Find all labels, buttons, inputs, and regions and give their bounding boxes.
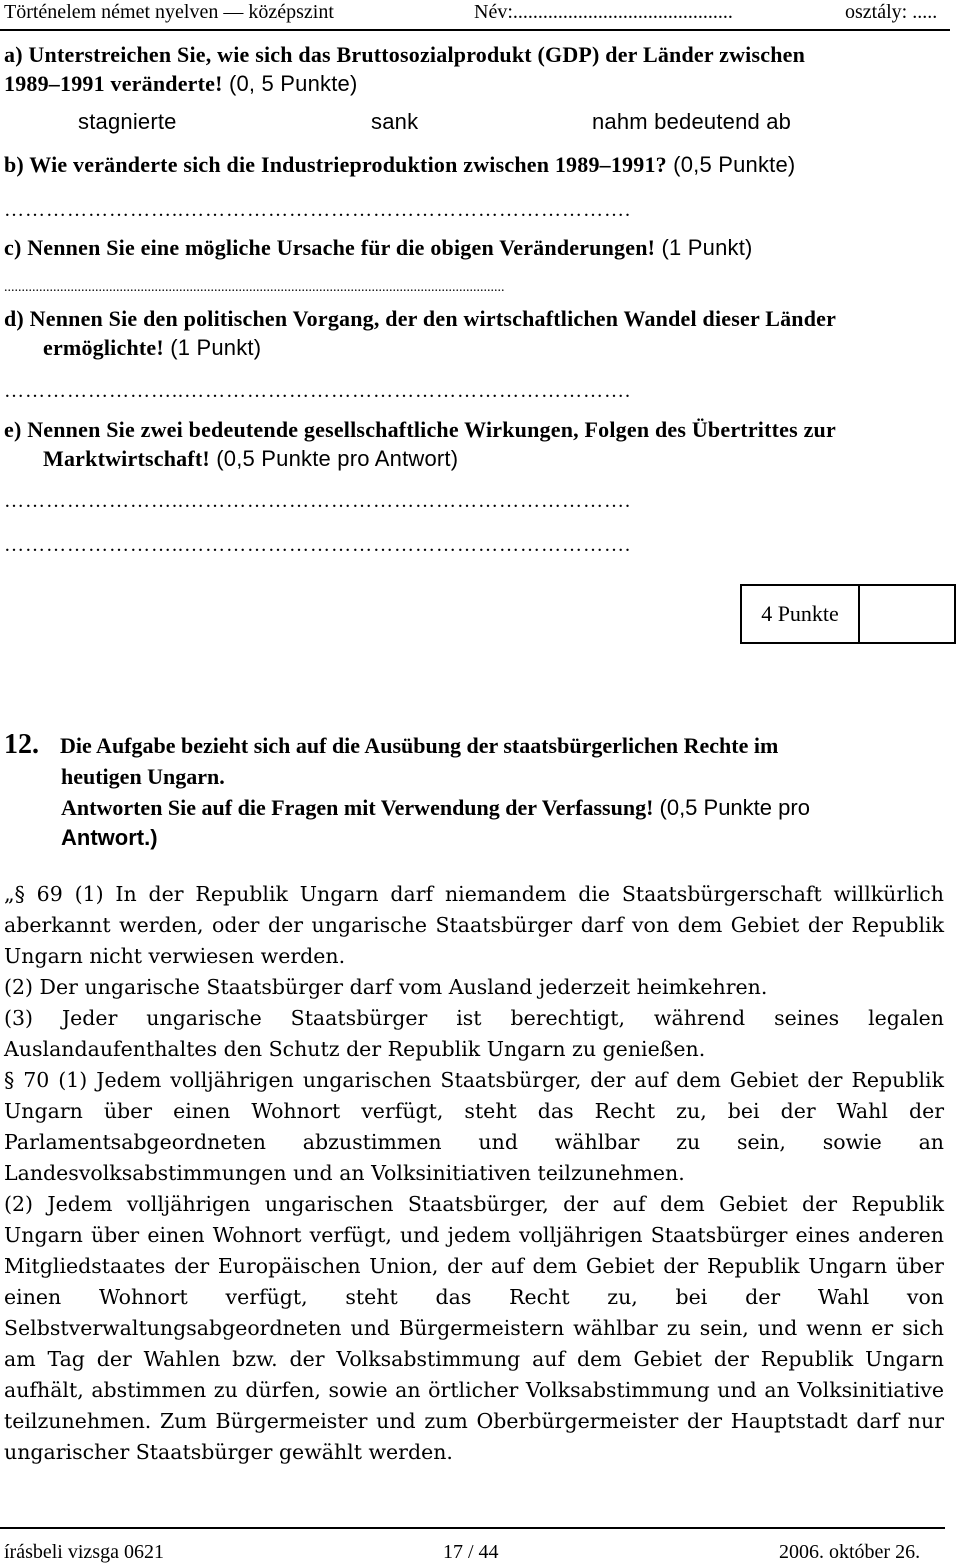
header-name-field[interactable]: Név:............................................ [474, 1, 733, 23]
answer-line-c[interactable]: ............................................................................................................................................... [4, 280, 505, 295]
task-12-line2: heutigen Ungarn. [61, 764, 225, 789]
option-sank[interactable]: sank [371, 109, 419, 134]
header-divider [0, 29, 950, 31]
footer-exam-code: írásbeli vizsga 0621 [4, 1541, 164, 1563]
question-a-points: (0, 5 Punkte) [222, 71, 358, 96]
question-d-line2 [43, 333, 261, 362]
task-12-instruction: Antworten Sie auf die Fragen mit Verwendung der Verfassung! [61, 795, 654, 820]
score-label: 4 Punkte [742, 586, 860, 642]
paragraph-70-2: (2) Jedem volljährigen ungarischen Staatsbürger, der auf dem Gebiet der Republik Ungarn über einen Wohnort verfügt, und jedem volljährigen Staatsbürger eines anderen Mitgliedstaates der Europäischen Union, der auf dem Gebiet der Republik Ungarn über einen Wohnort verfügt, steht das Recht zu, bei der Wahl von Selbstverwaltungsabgeordneten und Bürgermeistern wählbar zu sein, und wenn er sich am Tag der Wahlen bzw. der Volksabstimmung auf dem Gebiet der Republik Ungarn aufhält, abstimmen zu dürfen, sowie an örtlicher Volksabstimmung und an Volksinitiative teilzunehmen. Zum Bürgermeister und zum Oberbürgermeister der Hauptstadt darf nur ungarischer Staatsbürger gewählt werden. [4, 1192, 944, 1464]
question-a-text: a) Unterstreichen Sie, wie sich das Bruttosozialprodukt (GDP) der Länder zwischen [4, 42, 806, 67]
question-d-text2: ermöglichte! [43, 335, 164, 360]
question-c-text: c) Nennen Sie eine mögliche Ursache für die obigen Veränderungen! [4, 235, 656, 260]
question-b-points: (0,5 Punkte) [666, 152, 796, 177]
question-e-line2 [43, 444, 458, 473]
answer-line-e1[interactable]: ……………………..………………………………………………………. [4, 490, 631, 512]
footer-date: 2006. október 26. [779, 1541, 921, 1563]
task-12-points: (0,5 Punkte pro [653, 795, 810, 820]
question-b-text: b) Wie veränderte sich die Industrieproduktion zwischen 1989–1991? [4, 152, 667, 177]
question-a [4, 40, 805, 69]
score-box [740, 584, 956, 644]
paragraph-69-2: (2) Der ungarische Staatsbürger darf vom Ausland jederzeit heimkehren. [4, 975, 768, 999]
footer-divider [0, 1527, 945, 1529]
question-c [4, 233, 753, 262]
option-nahm-bedeutend-ab[interactable]: nahm bedeutend ab [592, 109, 792, 134]
question-d-text: d) Nennen Sie den politischen Vorgang, der den wirtschaftlichen Wandel dieser Länder [4, 306, 837, 331]
task-12-number: 12. [4, 729, 39, 760]
answer-line-b[interactable]: ……………………..………………………………………………………. [4, 199, 631, 221]
header-subject: Történelem német nyelven — középszint [4, 1, 334, 23]
answer-line-d[interactable]: ……………………..………………………………………………………. [4, 380, 631, 402]
question-a-line2 [4, 69, 358, 98]
paragraph-69-1: „§ 69 (1) In der Republik Ungarn darf niemandem die Staatsbürgerschaft willkürlich aberkannt werden, oder der ungarische Staatsbürger darf von dem Gebiet der Republik Ungarn nicht verwiesen werden. [4, 882, 944, 968]
question-e-text: e) Nennen Sie zwei bedeutende gesellschaftliche Wirkungen, Folgen des Übertrittes zur [4, 417, 836, 442]
question-e-text2: Marktwirtschaft! [43, 446, 210, 471]
paragraph-70-1: § 70 (1) Jedem volljährigen ungarischen Staatsbürger, der auf dem Gebiet der Republik Ungarn über einen Wohnort verfügt, steht das Recht zu, bei der Wahl der Parlamentsabgeordneten abzustimmen und wählbar zu sein, sowie an Landesvolksabstimmungen und an Volksinitiativen teilzunehmen. [4, 1068, 944, 1185]
answer-line-e2[interactable]: ……………………..………………………………………………………. [4, 534, 631, 556]
header-class-field[interactable]: osztály: ..... [845, 1, 938, 23]
task-12-line4: Antwort.) [61, 825, 158, 850]
question-c-points: (1 Punkt) [655, 235, 753, 260]
question-e [4, 415, 836, 444]
option-stagnierte[interactable]: stagnierte [78, 109, 177, 134]
task-12-heading [4, 730, 778, 760]
question-a-text2: 1989–1991 veränderte! [4, 71, 223, 96]
question-d-points: (1 Punkt) [163, 335, 262, 360]
task-12-line3 [61, 793, 810, 822]
paragraph-69-3: (3) Jeder ungarische Staatsbürger ist berechtigt, während seines legalen Auslandaufenthaltes den Schutz der Republik Ungarn zu genießen. [4, 1006, 944, 1061]
score-entry-cell[interactable] [860, 586, 954, 642]
question-d [4, 304, 836, 333]
task-12-line1: Die Aufgabe bezieht sich auf die Ausübung der staatsbürgerlichen Rechte im [60, 733, 779, 758]
question-e-points: (0,5 Punkte pro Antwort) [209, 446, 459, 471]
question-b [4, 150, 795, 179]
footer-page-number: 17 / 44 [443, 1541, 499, 1563]
constitution-excerpt [4, 879, 944, 1468]
